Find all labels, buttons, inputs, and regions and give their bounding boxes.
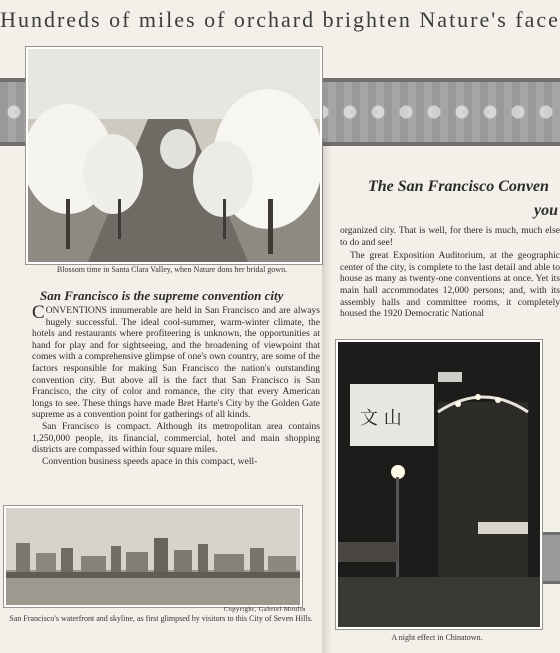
page-fold-shadow	[322, 138, 332, 653]
left-paragraph-3: Convention business speeds apace in this compact, well-	[42, 456, 258, 467]
right-section-title-line1: The San Francisco Conven	[368, 178, 549, 195]
left-paragraph-2: San Francisco is compact. Although its metropolitan area contains 1,250,000 people, its financial, commercial, hotel and main shopping districts are compassed within four square miles.	[32, 421, 320, 456]
chinatown-photo	[336, 340, 542, 629]
skyline-photo	[4, 506, 302, 607]
svg-text:⽂ ⼭: ⽂ ⼭	[360, 408, 402, 429]
chinatown-photo-image	[338, 342, 540, 627]
skyline-caption: San Francisco's waterfront and skyline, as first glimpsed by visitors to this City of Seven Hills.	[9, 614, 313, 623]
right-section-body	[340, 226, 560, 321]
page-headline: Hundreds of miles of orchard brighten Nature's face	[0, 7, 560, 32]
orchard-photo-image	[28, 49, 320, 262]
skyline-credit: Copyright, Gabriel Moulin	[223, 606, 306, 613]
right-paragraph-1: organized city. That is well, for there is much, much else to do and see!	[340, 226, 560, 248]
drop-cap: C	[32, 302, 45, 323]
right-section-title-line2: you	[534, 202, 558, 219]
left-paragraph-1	[32, 302, 320, 422]
left-paragraph-1-text: ONVENTIONS innumerable are held in San Francisco and are always hugely successful. The ideal cool-summer, warm-winter climate, the hotels and restaurants where profiteering is unknown, the opportunities at hand for play and for sightseeing, and the broadening of viewpoint that comes with a comprehensive glimpse of one's own country, are some of the factors responsible for making San Francisco the nation's outstanding convention city. But above all is the fact that San Francisco is San Francisco, the city of color and romance, the city that every American longs to see. These things have made Bret Harte's City by the Golden Gate supreme as a convention point for gatherings of all kinds.	[32, 306, 320, 421]
left-section-body	[32, 302, 320, 468]
right-paragraph-2: The great Exposition Auditorium, at the geographic center of the city, is complete to the last detail and able to house as many as twenty-one conventions at once. Yet its main hall accommodates 12,000 persons; and, with its assembly halls and committee rooms, it completely housed the 1920 Democratic National	[340, 251, 560, 320]
orchard-caption: Blossom time in Santa Clara Valley, when Nature dons her bridal gown.	[56, 265, 288, 274]
chinatown-caption: A night effect in Chinatown.	[391, 633, 483, 642]
left-section-title: San Francisco is the supreme convention city	[40, 288, 284, 303]
skyline-photo-image	[6, 508, 300, 605]
orchard-photo	[26, 47, 322, 264]
